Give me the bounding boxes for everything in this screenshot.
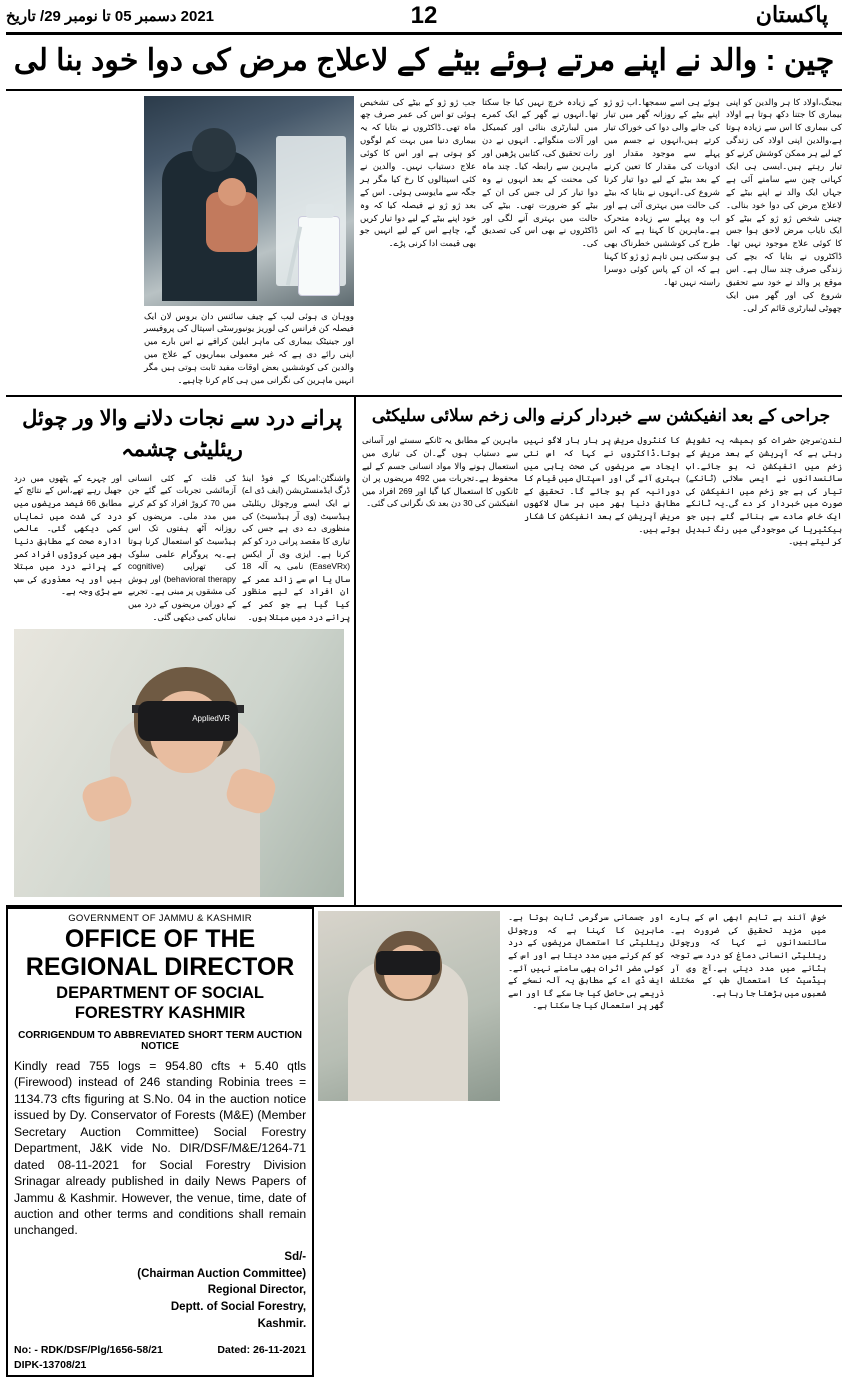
bottom-col-2-text: خوش آئند ہے تاہم ابھی اس کے بارے میں مزید تحقیق کی ضرورت ہے۔سائنسدانوں نے کہا کہ ورچوئل ریئلیٹی انسانی دماغ کو درد سے توجہ ہٹانے میں مدد دیتی ہے۔آج وی آر ہیڈسیٹ کا استعمال طب کے مختلف شعبوں میں بڑھتا جا رہا ہے۔: [670, 912, 827, 998]
bottom-col-2: [670, 911, 826, 1016]
bottom-col-1-text: اور جسمانی سرگرمی ثابت ہوتا ہے۔ماہرین کا کہنا ہے کہ ورچوئل ریئلیٹی کا استعمال مریضوں کے درد کو کم کرنے میں مدد دیتا ہے اور اس کے کوئی مضر اثرات بھی سامنے نہیں آئے۔ ایف ڈی اے کے مطابق یہ آلہ نسخے کے ذریعے ہی حاصل کیا جا سکے گا اور اسے گھر پر استعمال کیا جا سکتا ہے۔: [508, 912, 665, 1011]
sign-line-5: Kashmir.: [257, 1317, 307, 1330]
vr-col-2-text: کی قلت کے کئی انسانی آزمائشی تجربات کیے گئے جن میں 70 کروڑ افراد کو کم کرنے میں مدد ملی۔ مریضوں کو روزانہ آٹھ ہفتوں تک اس ہیڈسیٹ کو استعمال کرنا ہوتا ہے۔یہ پروگرام علمی سلوک کی تھراپی (cognitive behavioral therapy) اور ہوش کی مشقوں پر مبنی ہے۔ تجربے کے دوران مریضوں کے درد میں نمایاں کمی دیکھی گئی۔: [128, 472, 237, 622]
surgery-headline: جراحی کے بعد انفیکشن سے خبردار کرنے والی زخم سلائی سلیکٹی: [371, 405, 831, 425]
notice-department: DEPARTMENT OF SOCIAL FORESTRY KASHMIR: [56, 984, 264, 1022]
notice-ref-date: Dated: 26-11-2021: [217, 1344, 307, 1357]
vr-headline: پرانے درد سے نجات دلانے والا ور چوئل ریئلیٹی چشمہ: [22, 406, 342, 462]
lead-col-3: [482, 96, 598, 391]
bottom-right-text: [504, 907, 842, 1377]
vr-therapy-photo: [318, 911, 500, 1101]
bottom-photo-column: [314, 907, 504, 1377]
notice-office-title: OFFICE OF THE REGIONAL DIRECTOR: [25, 925, 295, 981]
page-number: 12: [410, 2, 438, 29]
surgery-columns: [360, 434, 842, 551]
lead-photo-column: [144, 96, 354, 391]
sign-line-2: (Chairman Auction Committee): [137, 1267, 307, 1280]
lead-photo-caption: [144, 306, 354, 387]
surgery-col-3-text: ماہرین کے مطابق یہ ٹانکے سستے اور آسانی سے دستیاب ہوں گے۔ان کی تیاری میں استعمال ہونے والا مواد انسانی جسم کے لیے محفوظ ہے۔تجربات میں 492 مریضوں پر ان ٹانکوں کا استعمال کیا گیا اور 269 افراد میں انفیکشن کی 30 دن بعد تک نگرانی کی گئی۔: [362, 435, 518, 509]
lead-story: [6, 91, 842, 397]
lead-headline: چین : والد نے اپنے مرتے ہوئے بیٹے کے لاعلاج مرض کی دوا خود بنا لی: [13, 44, 835, 77]
notice-dipk: DIPK-13708/21: [14, 1359, 87, 1372]
vr-story: [14, 397, 354, 905]
vr-columns: [14, 472, 350, 627]
lead-photo-caption-text: ووہان ی ہوئی لیب کے چیف سائنس دان بروس لان ایک فیصلہ کن فرانس کی لوریز یونیورسٹی اسپتال کی پروفیسر اور جینیٹک بیماری کی ماہر ایلین کرافے نے اس بارے میں اپنی رائے دی ہے کہ غیر معمولی بیماریوں کے علاج میں والدین کی کوششیں بعض اوقات مفید ثابت ہوتی ہیں مگر انہیں ماہرین کی نگرانی میں ہی کام کرنا چاہیے۔: [144, 310, 354, 385]
surgery-story: [354, 397, 842, 905]
lead-col-1: [726, 96, 842, 391]
notice-reference-line: [14, 1344, 306, 1356]
notice-signature: [14, 1249, 306, 1332]
sign-line-1: Sd/-: [284, 1250, 307, 1263]
surgery-col-1: [686, 434, 842, 551]
middle-band: [6, 397, 842, 907]
lead-col-4-text: جب ژو ژو کے بیٹے کی تشخیص ہوئی تو اس کی عمر صرف چھ ماہ تھی۔ڈاکٹروں نے بتایا کہ یہ بیماری دنیا میں بہت کم لوگوں کو ہوتی ہے اور اس کا کوئی علاج دستیاب نہیں۔ والدین نے کئی اسپتالوں کا رخ کیا مگر ہر جگہ سے مایوسی ہوئی۔ اس کے بعد ژو ژو نے فیصلہ کیا کہ وہ خود اپنے بیٹے کے لیے دوا تیار کریں گے، چاہے اس کے لیے انہیں جو بھی قیمت ادا کرنی پڑے۔: [360, 96, 476, 249]
lead-headline-wrap: [6, 35, 842, 91]
lead-col-2-text: ہوئے ہی اسے سمجھا۔اب ژو ژو اپنے بیٹے کے روزانہ گھر میں تیار کی جانے والی دوا کی خوراک تیار کرتے ہیں،انہوں نے جسم میں پہلے سے موجود مقدار اور ادویات کی مقدار کا تعین کرنے کے بعد بیٹے کے لیے دوا تیار کرنا شروع کی۔انہوں نے بتایا کہ بیٹے کی حالت میں بہتری آئی ہے اور اب وہ پہلے سے زیادہ متحرک ہے۔ماہرین کا کہنا ہے کہ اس طرح کی کوششیں خطرناک بھی ہو سکتی ہیں تاہم ژو ژو کا کہنا ہے کہ ان کے پاس کوئی دوسرا راستہ نہیں تھا۔: [604, 96, 720, 287]
lead-col-1-text: بیجنگ،اولاد کا ہر والدین کو اپنی بیماری کا جتنا دکھ ہوتا ہے اولاد کی بیماری کا اس سے زیادہ ہوتا ہے،والدین اپنی اولاد کی زندگی کے لیے ہر ممکن کوشش کرنے کو تیار رہتے ہیں۔ایسی ہی ایک کہانی چین سے سامنے آئی ہے جہاں ایک والد نے اپنے بیٹے کے لاعلاج مرض کی دوا خود بنالی۔ چینی شخص ژو ژو کے بیٹے کو ایک نایاب مرض لاحق ہوا جس کا کوئی علاج موجود نہیں تھا۔ڈاکٹروں نے بتایا کہ بچے کی زندگی صرف چند سال ہے۔ اس موقع پر والد نے خود سے تحقیق شروع کی اور گھر میں ایک چھوٹی لیبارٹری قائم کر لی۔: [726, 96, 842, 313]
auction-notice: [6, 907, 314, 1377]
sign-line-4: Deptt. of Social Forestry,: [170, 1300, 307, 1313]
surgery-col-3: [362, 434, 518, 551]
bottom-col-1: [508, 911, 664, 1016]
bottom-band: [6, 907, 842, 1377]
vr-col-1: [242, 472, 350, 627]
surgery-col-2: [524, 434, 680, 551]
masthead-logo: [746, 2, 838, 28]
vr-col-1-text: واشنگٹن:امریکا کے فوڈ اینڈ ڈرگ ایڈمنسٹریشن (ایف ڈی اے) نے ایک ایسے ورچوئل ریئلیٹی ہیڈسیٹ (وی آر ہیڈسیٹ) کی منظوری دے دی ہے جس کی تیاری کا مقصد پرانی درد کو کم کرنا ہے۔ ایزی وی آر ایکس (EaseVRx) نامی یہ آلہ 18 سال یا اس سے زائد عمر کے ان افراد کے لیے منظور کیا گیا ہے جو کمر کے پرانے درد میں مبتلا ہوں۔: [242, 472, 350, 622]
notice-ref-no: No: - RDK/DSF/Plg/1656-58/21: [14, 1344, 163, 1357]
masthead: [6, 0, 842, 35]
vr-headset-photo: [14, 629, 344, 897]
lead-col-3-text: کے زیادہ خرچ نہیں کیا جا سکتا تھا۔انہوں نے گھر کے ایک کمرے میں لیبارٹری بنائی اور کیمیکل اور آلات منگوائے۔ انہوں نے دن رات تحقیق کی، کتابیں پڑھیں اور ماہرین سے رابطہ کیا۔ چند ماہ کی محنت کے بعد انہوں نے وہ دوا تیار کر لی جس کی ان کے بیٹے کو ضرورت تھی۔ بیٹے کی حالت میں بہتری آنے لگی اور ڈاکٹروں نے بھی اس کی تصدیق کی۔: [482, 96, 598, 249]
notice-body: Kindly read 755 logs = 954.80 cfts + 5.40 qtls (Firewood) instead of 246 standing Robinia trees = 1134.73 cfts figuring at S.No. 04 in the auction notice issued by Dy. Conservator of Forests (M&E) (Member Secretary Auction Committee) Social Forestry Department, J&K vide No. DIR/DSF/M&E/1264-71 dated 08-11-2021 for Social Forestry Division Srinagar already published in daily News Papers of Jammu & Kashmir. However, the venue, time, date of auction and other terms and conditions shall remain unchanged.: [14, 1058, 307, 1238]
lead-col-2: [604, 96, 720, 391]
notice-government: GOVERNMENT OF JAMMU & KASHMIR: [68, 913, 252, 925]
vr-col-2: [128, 472, 236, 627]
brand-name: پاکستان: [755, 2, 829, 27]
lab-photo: [144, 96, 354, 306]
vr-col-3: [14, 472, 122, 627]
surgery-col-2-text: کا کنٹرول مریض پر بار بار لاگو نہیں ہوتا۔ڈاکٹروں نے کہا کہ اس نئی ایجاد سے مریضوں کی صحت یابی میں بہتری آئے گی اور اسپتال میں قیام کا دورانیہ کم ہو جائے گا۔ تحقیق کے مطابق دنیا بھر میں ہر سال لاکھوں مریض آپریشن کے بعد انفیکشن کا شکار ہوتے ہیں۔: [524, 435, 680, 534]
vr-photo-brand-label: AppliedVR: [192, 714, 230, 724]
lead-col-4: [360, 96, 476, 391]
vr-col-3-text: اور چہرے کے پٹھوں میں درد جھیل رہے تھے،اس کے نتائج کے مطابق 66 فیصد مریضوں میں درد کی شدت میں نمایاں کمی دیکھی گئی۔ عالمی ادارہ صحت کے مطابق دنیا بھر میں کروڑوں افراد کمر کے پرانے درد میں مبتلا ہیں اور یہ معذوری کی سب سے بڑی وجہ ہے۔: [14, 472, 122, 597]
surgery-col-1-text: لندن:سرجن حضرات کو ہمیشہ یہ تشویش رہتی ہے کہ آپریشن کے بعد مریض کے زخم میں انفیکشن نہ ہو جائے۔اب سائنسدانوں نے ایسی سلائی (ٹانکے) تیار کی ہے جو زخم میں انفیکشن کی صورت میں خبردار کر دے گی۔یہ ٹانکے ایک خاص مادے سے بنائے گئے ہیں جو بیکٹیریا کی موجودگی میں رنگ تبدیل کر لیتے ہیں۔: [686, 435, 842, 547]
sign-line-3: Regional Director,: [207, 1284, 307, 1297]
notice-corrigendum-title: CORRIGENDUM TO ABBREVIATED SHORT TERM AUCTION NOTICE: [18, 1029, 303, 1052]
masthead-date: 2021 دسمبر 05 تا نومبر 29/ تاریخ: [6, 8, 215, 25]
